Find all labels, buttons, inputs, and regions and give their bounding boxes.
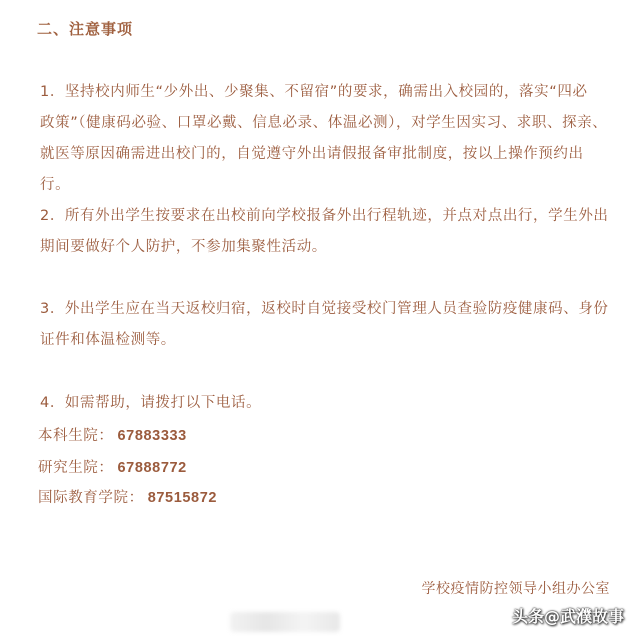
contact-undergraduate: [38, 424, 187, 445]
notice-line: 证件和体温检测等。: [40, 332, 176, 348]
section-heading: 二、注意事项: [37, 20, 134, 38]
notice-item-4: [40, 388, 612, 419]
watermark: 头条@武濮故事: [511, 607, 624, 626]
notice-line: 2．所有外出学生按要求在出校前向学校报备外出行程轨迹，并点对点出行，学生外出: [40, 208, 609, 224]
notice-line: 就医等原因确需进出校门的，自觉遵守外出请假报备审批制度，按以上操作预约出行。: [40, 146, 584, 193]
contact-phone: 87515872: [147, 490, 218, 506]
contact-phone: 67883333: [117, 428, 187, 444]
contact-phone: 67888772: [117, 460, 187, 476]
contact-graduate: [38, 456, 187, 477]
contact-international: [38, 486, 217, 507]
notice-line: 4．如需帮助，请拨打以下电话。: [40, 395, 262, 411]
notice-item-3: [40, 294, 612, 356]
contact-label: 本科生院：: [38, 428, 114, 444]
signature-office: 学校疫情防控领导小组办公室: [421, 581, 610, 597]
notice-item-1: [40, 77, 612, 201]
notice-line: 1．坚持校内师生“少外出、少聚集、不留宿”的要求，确需出入校园的，落实“四必: [40, 84, 588, 100]
blurred-region: [230, 612, 340, 632]
notice-line: 3．外出学生应在当天返校归宿，返校时自觉接受校门管理人员查验防疫健康码、身份: [40, 301, 609, 317]
contact-label: 国际教育学院：: [38, 490, 144, 506]
notice-item-2: [40, 201, 612, 263]
notice-line: 政策”（健康码必验、口罩必戴、信息必录、体温必测），对学生因实习、求职、探亲、: [40, 115, 608, 131]
contact-label: 研究生院：: [38, 460, 114, 476]
notice-line: 期间要做好个人防护，不参加集聚性活动。: [40, 239, 327, 255]
